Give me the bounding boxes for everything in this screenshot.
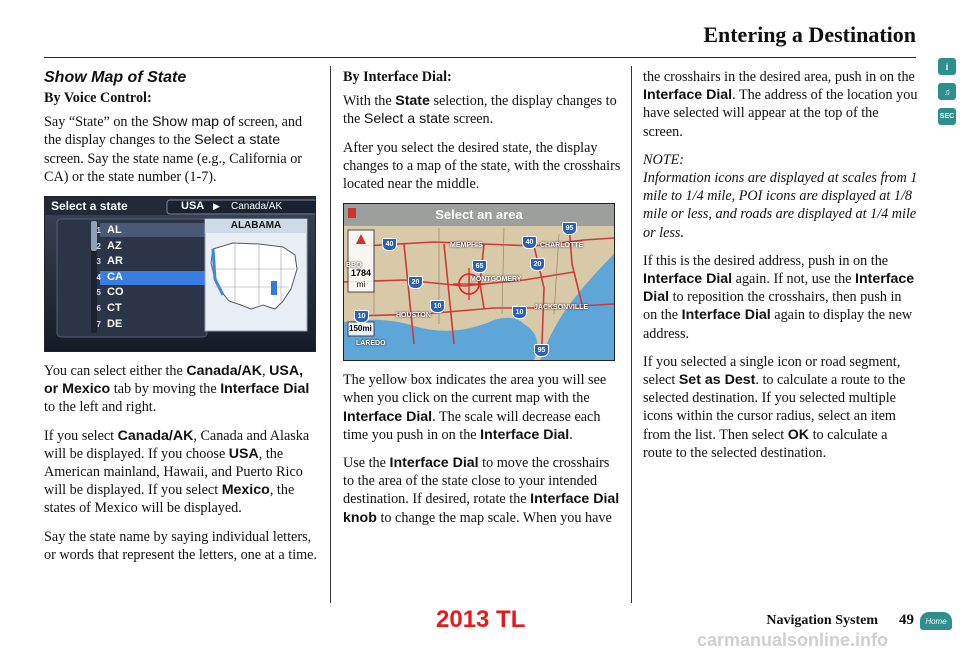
- header-divider: [44, 57, 916, 58]
- footer-section-label: Navigation System: [766, 613, 878, 628]
- city-label: MEMPHIS: [450, 242, 483, 250]
- voice-command-icon[interactable]: ♫: [938, 83, 956, 100]
- column-divider-1: [330, 66, 331, 603]
- column-1: [44, 68, 319, 574]
- voice-control-heading: By Voice Control:: [44, 90, 152, 106]
- model-watermark: 2013 TL: [436, 606, 526, 633]
- area-screen-title: Select an area: [435, 207, 523, 223]
- highway-shield: 95: [534, 344, 549, 357]
- home-icon[interactable]: Home: [920, 612, 952, 630]
- with-paragraph: With the State selection, the display changes to the Select a state screen.: [343, 93, 617, 128]
- highway-shield: 10: [512, 306, 527, 319]
- site-watermark: carmanualsonline.info: [697, 630, 889, 650]
- after-paragraph: After you select the desired state, the display changes to a map of the state, with the crosshairs located near the middle.: [343, 139, 621, 193]
- state-abbreviation: CA: [107, 270, 123, 283]
- yellow-box-paragraph: The yellow box indicates the area you will see when you click on the current map with the Interface Dial. The scale will decrease each time you push in on the Interface Dial.: [343, 372, 607, 443]
- column-divider-2: [631, 66, 632, 603]
- state-number: 7: [96, 319, 101, 329]
- page-title: Entering a Destination: [703, 22, 916, 47]
- highway-shield: 95: [562, 222, 577, 235]
- state-abbreviation: AL: [107, 224, 122, 237]
- select-area-screen: [343, 203, 615, 361]
- info-icon[interactable]: i: [938, 58, 956, 75]
- side-navigation-icons: [936, 58, 958, 133]
- arrow-icon: ▶: [213, 201, 220, 212]
- note: [643, 151, 919, 242]
- canada-paragraph: If you select Canada/AK, Canada and Alaska will be displayed. If you choose USA, the American mainland, Hawaii, and Puerto Rico will be displayed. If you select Mexico, the states of Mexico will be displayed.: [44, 427, 310, 517]
- column-3: [643, 68, 919, 472]
- desired-address-paragraph: If this is the desired address, push in on the Interface Dial again. If not, use the Interface Dial to reposition the crosshairs, then push in on the Interface Dial again to display the new address.: [643, 252, 915, 342]
- state-number: 5: [96, 288, 101, 298]
- state-number: 4: [96, 272, 101, 282]
- use-dial-paragraph: Use the Interface Dial to move the crosshairs to the area of the state close to your intended destination. If desired, rotate the Interface Dial knob to change the map scale. When you have: [343, 455, 620, 526]
- state-list-item[interactable]: [89, 270, 207, 286]
- state-abbreviation: AZ: [107, 239, 122, 252]
- map-state-label: ALABAMA: [230, 220, 282, 232]
- state-list-item[interactable]: [89, 223, 207, 239]
- state-list-item[interactable]: [89, 301, 207, 317]
- page-number: 49: [899, 612, 914, 628]
- single-icon-paragraph: If you selected a single icon or road segment, select Set as Dest. to calculate a route to the selected destination. If you selected multiple icons within the cursor radius, select an item from the list. Then select OK to calculate a route to the selected destination.: [643, 353, 906, 461]
- tab-paragraph: You can select either the Canada/AK, USA, or Mexico tab by moving the Interface Dial to the left and right.: [44, 363, 310, 416]
- state-number: 2: [96, 241, 101, 251]
- highway-shield: 40: [522, 236, 537, 249]
- state-abbreviation: CT: [107, 301, 122, 314]
- tab-usa[interactable]: USA: [181, 200, 205, 213]
- state-number: 6: [96, 303, 101, 313]
- city-label: JACKSONVILLE: [534, 304, 589, 312]
- interface-dial-heading: By Interface Dial:: [343, 69, 452, 85]
- state-list-item[interactable]: [89, 254, 207, 270]
- highway-shield: 20: [530, 258, 545, 271]
- screen-title: Select a state: [51, 199, 128, 214]
- section-index-icon[interactable]: SEC: [938, 108, 956, 125]
- note-label: NOTE:: [643, 151, 684, 168]
- city-label: MONTGOMERY: [470, 276, 522, 284]
- scale-value: 1784: [350, 268, 372, 279]
- tab-canada-ak[interactable]: Canada/AK: [231, 201, 283, 213]
- state-number: 1: [96, 226, 101, 236]
- state-list-item[interactable]: [89, 239, 207, 255]
- note-text: Information icons are displayed at scales from 1 mile to 1/4 mile, POI icons are displayed at 1/8 mile or less, and roads are displayed at 1/4 mile or less.: [643, 170, 918, 241]
- state-list: [89, 223, 207, 332]
- section-title: Show Map of State: [44, 69, 187, 86]
- state-abbreviation: CO: [107, 286, 124, 299]
- say-paragraph: Say the state name by saying individual letters, or words that represent the letters, one at a time.: [44, 528, 318, 563]
- highway-shield: 20: [408, 276, 423, 289]
- city-label: BBQ: [346, 262, 362, 270]
- state-number: 3: [96, 257, 101, 267]
- city-label: CHARLOTTE: [540, 242, 584, 250]
- scale-bar-label: 150mi: [349, 324, 372, 334]
- state-list-item[interactable]: [89, 285, 207, 301]
- state-abbreviation: AR: [107, 255, 123, 268]
- highway-shield: 65: [472, 260, 487, 273]
- scale-unit: mi: [356, 280, 366, 290]
- voice-paragraph: Say “State” on the Show map of screen, and the display changes to the Select a state screen. Say the state name (e.g., California or CA) or the state number (1-7).: [44, 114, 303, 185]
- select-state-screen: [44, 196, 316, 352]
- column-2: [343, 68, 623, 537]
- state-abbreviation: DE: [107, 317, 123, 330]
- highway-shield: 10: [430, 300, 445, 313]
- state-list-item[interactable]: [89, 317, 207, 333]
- city-label: HOUSTON: [396, 312, 431, 320]
- highway-shield: 40: [382, 238, 397, 251]
- highway-shield: 10: [354, 310, 369, 323]
- continued-paragraph: the crosshairs in the desired area, push in on the Interface Dial. The address of the location you have selected will appear at the top of the screen.: [643, 69, 918, 140]
- city-label: LAREDO: [356, 340, 386, 348]
